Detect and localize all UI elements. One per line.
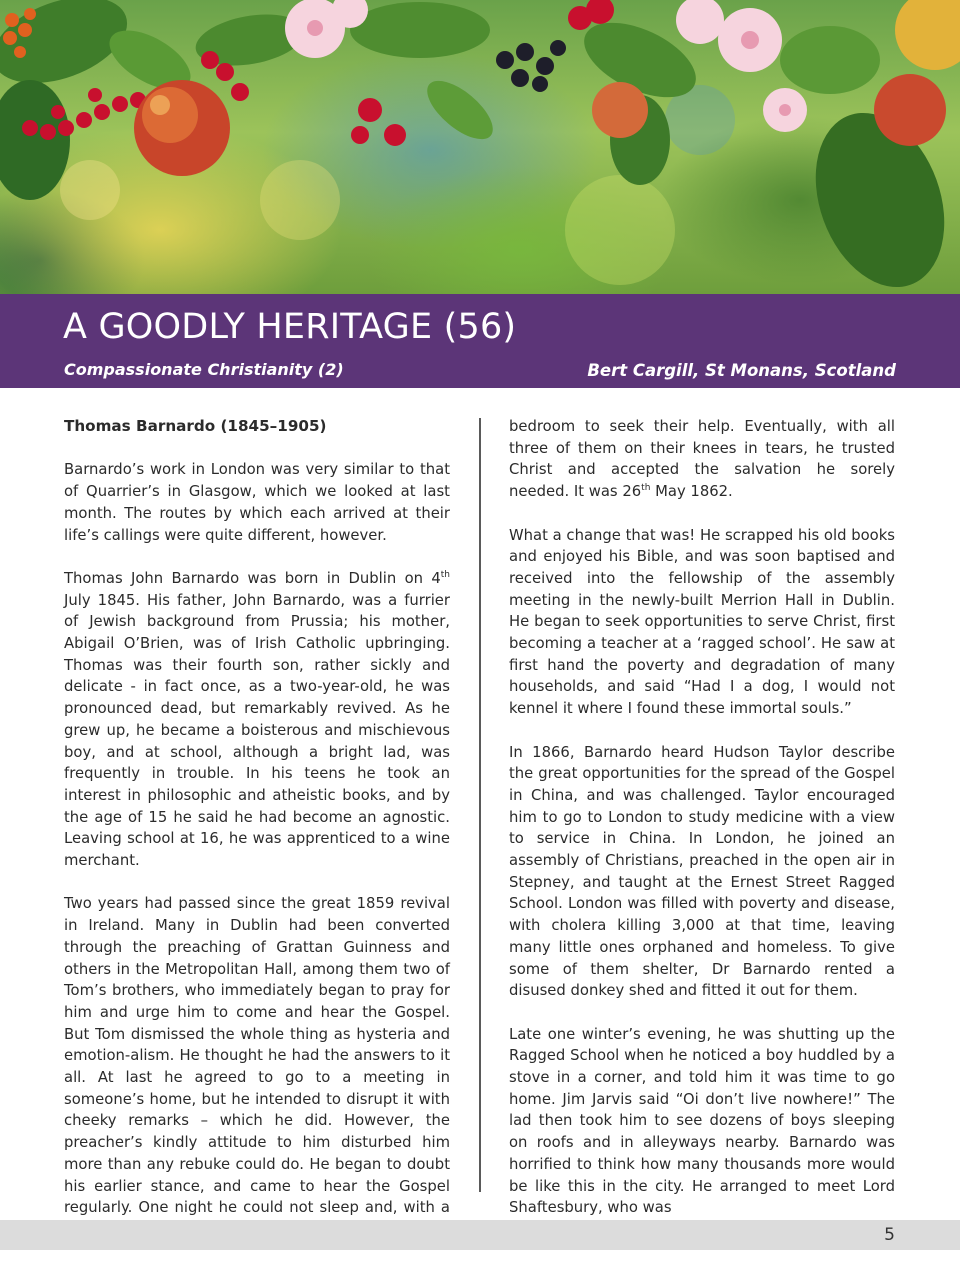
paragraph: Thomas John Barnardo was born in Dublin on 4th July 1845. His father, John Barnardo, was a furrier of Jewish background from Prussia; his mother, Abigail O’Brien, was of Irish Catholic upbringing. Thomas was their fourth son, rather sickly and delicate - in fact once, as a two-year-old, he was pronounced dead, but remarkably revived. As he grew up, he became a boisterous and mischievous boy, and at school, although a bright lad, was frequently in trouble. In his teens he took an interest in philosophic and atheistic books, and by the age of 15 he said he had become an agnostic. Leaving school at 16, he was apprenticed to a wine merchant. — [64, 569, 450, 870]
article-subtitle: Compassionate Christianity (2) — [64, 360, 344, 379]
paragraph: bedroom to seek their help. Eventually, with all three of them on their knees in tears, he trusted Christ and accepted the salvation he sorely needed. It was 26th May 1862. — [509, 418, 895, 501]
paragraph: What a change that was! He scrapped his old books and enjoyed his Bible, and was soon baptised and received into the fellowship of the assembly meeting in the newly-built Merrion Hall in Dublin. He began to seek opportunities to serve Christ, first becoming a teacher at a ‘ragged school’. He saw at first hand the poverty and degradation of many households, and said “Had I a dog, I would not kennel it where I found these immortal souls.” — [509, 526, 895, 718]
paragraph: Two years had passed since the great 1859 revival in Ireland. Many in Dublin had been converted through the preaching of Grattan Guinness and others in the Metropolitan Hall, among them two of Tom’s brothers, who immediately began to pray for him and urge him to come and hear the Gospel. But Tom dismissed the whole thing as hysteria and emotion-alism. He thought he had the answers to it all. At last he agreed to go to a meeting in someone’s home, but he intended to disrupt it with cheeky remarks – which he did. However, the preacher’s kindly attitude to him disturbed him more than any rebuke could do. He began to doubt his earlier stance, and came to hear the Gospel regularly. One night he could not sleep and, with a — [64, 895, 450, 1217]
left-column — [64, 416, 450, 1262]
column-divider — [479, 418, 481, 1192]
page-number: 5 — [884, 1225, 895, 1245]
paragraph: In 1866, Barnardo heard Hudson Taylor describe the great opportunities for the spread of the Gospel in China, and was challenged. Taylor encouraged him to go to London to study medicine with a view to service in China. In London, he joined an assembly of Christians, preached in the open air in Stepney, and taught at the Ernest Street Ragged School. London was filled with poverty and disease, with cholera killing 3,000 at that time, leaving many little ones orphaned and homeless. To give some of them shelter, Dr Barnardo rented a disused donkey shed and fitted it out for them. — [509, 743, 895, 1000]
fruit-branches-illustration — [0, 0, 960, 294]
right-column — [509, 416, 895, 1241]
section-heading: Thomas Barnardo (1845–1905) — [64, 417, 327, 435]
page-title: A GOODLY HERITAGE (56) — [63, 307, 517, 347]
footer-bar — [0, 1220, 960, 1250]
hero-image — [0, 0, 960, 294]
paragraph: Barnardo’s work in London was very similar to that of Quarrier’s in Glasgow, which we looked at last month. The routes by which each arrived at their life’s callings were quite different, however. — [64, 461, 450, 544]
paragraph: Late one winter’s evening, he was shutting up the Ragged School when he noticed a boy huddled by a stove in a corner, and told him it was time to go home. Jim Jarvis said “Oi don’t live nowhere!” The lad then took him to see dozens of boys sleeping on roofs and in alleyways nearby. Barnardo was horrified to think how many thousands more would be like this in the city. He arranged to meet Lord Shaftesbury, who was — [509, 1025, 895, 1217]
article-author: Bert Cargill, St Monans, Scotland — [587, 361, 896, 380]
